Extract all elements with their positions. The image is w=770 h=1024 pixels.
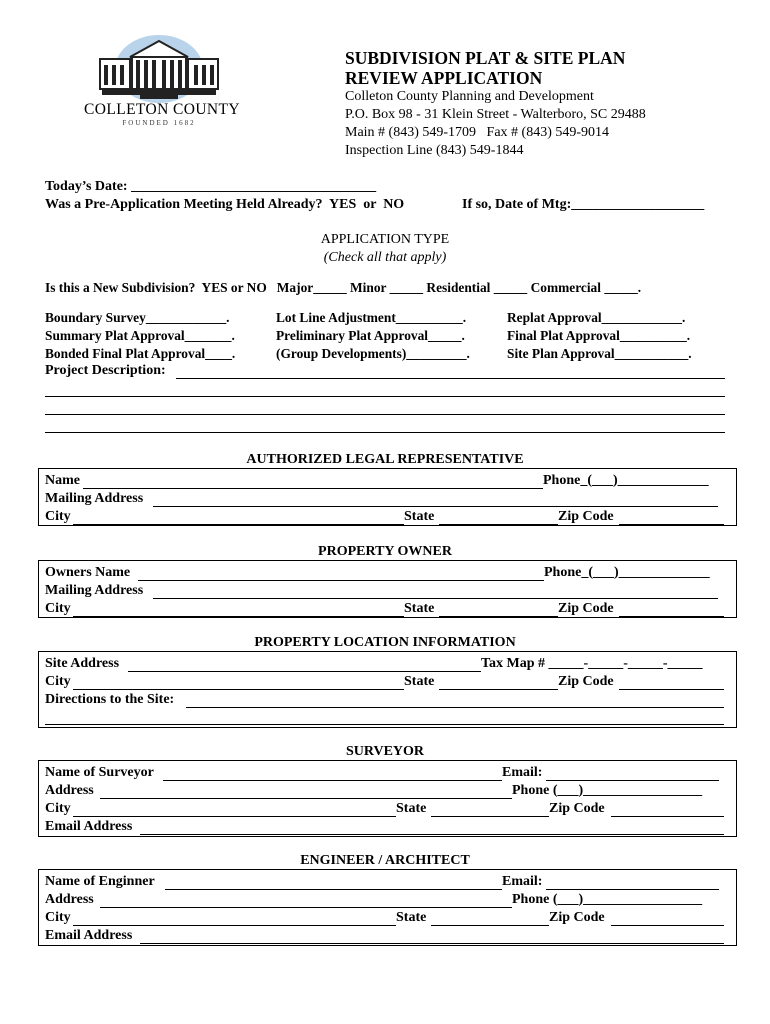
owner-state-label: State xyxy=(404,601,435,616)
meeting-date-field[interactable]: If so, Date of Mtg:___________________ xyxy=(462,197,705,212)
location-heading: PROPERTY LOCATION INFORMATION xyxy=(254,635,516,650)
surveyor-email-address-label: Email Address xyxy=(45,819,133,834)
directions-label: Directions to the Site: xyxy=(45,692,175,707)
application-type-subheading: (Check all that apply) xyxy=(323,250,447,265)
project-description-line-4[interactable] xyxy=(45,432,725,433)
surveyor-email-address-field[interactable] xyxy=(140,834,724,835)
engineer-address-field[interactable] xyxy=(100,907,512,908)
representative-heading: AUTHORIZED LEGAL REPRESENTATIVE xyxy=(246,452,524,467)
surveyor-zip-field[interactable] xyxy=(611,816,724,817)
project-description-line-1[interactable] xyxy=(176,378,725,379)
logo-founded: FOUNDED 1682 xyxy=(122,119,196,127)
rep-state-field[interactable] xyxy=(439,524,558,525)
owner-zip-field[interactable] xyxy=(619,616,724,617)
project-description-label: Project Description: xyxy=(45,363,166,378)
rep-state-label: State xyxy=(404,509,435,524)
rep-city-label: City xyxy=(45,509,71,524)
engineer-city-field[interactable] xyxy=(73,925,396,926)
application-type-heading: APPLICATION TYPE xyxy=(320,232,450,247)
replat-option[interactable]: Replat Approval____________. xyxy=(507,310,686,325)
rep-mailing-label: Mailing Address xyxy=(45,491,144,506)
location-city-label: City xyxy=(45,674,71,689)
rep-name-field[interactable] xyxy=(83,488,543,489)
surveyor-email-field[interactable] xyxy=(546,780,719,781)
logo-county-name: COLLETON COUNTY xyxy=(84,101,240,118)
inspection-line: Inspection Line (843) 549-1844 xyxy=(345,143,524,158)
surveyor-address-field[interactable] xyxy=(100,798,512,799)
rep-zip-field[interactable] xyxy=(619,524,724,525)
location-city-field[interactable] xyxy=(73,689,404,690)
rep-city-field[interactable] xyxy=(73,524,404,525)
owner-name-field[interactable] xyxy=(138,580,544,581)
surveyor-state-label: State xyxy=(396,801,427,816)
project-description-line-2[interactable] xyxy=(45,396,725,397)
surveyor-heading: SURVEYOR xyxy=(345,744,425,759)
surveyor-email-label: Email: xyxy=(502,765,543,780)
department-address: P.O. Box 98 - 31 Klein Street - Walterboro, SC 29488 xyxy=(345,107,646,122)
directions-field-line-2[interactable] xyxy=(45,724,724,725)
site-plan-option[interactable]: Site Plan Approval___________. xyxy=(507,346,692,361)
preliminary-plat-option[interactable]: Preliminary Plat Approval_____. xyxy=(276,328,465,343)
tax-map-field[interactable]: Tax Map # _____-_____-_____-_____ xyxy=(481,656,703,671)
owner-heading: PROPERTY OWNER xyxy=(318,544,452,559)
site-address-label: Site Address xyxy=(45,656,120,671)
rep-phone-field[interactable]: Phone_(___)_____________ xyxy=(543,473,709,488)
bonded-final-plat-option[interactable]: Bonded Final Plat Approval____. xyxy=(45,346,236,361)
location-state-field[interactable] xyxy=(439,689,558,690)
engineer-state-field[interactable] xyxy=(431,925,549,926)
form-title-line2: REVIEW APPLICATION xyxy=(345,68,543,88)
site-address-field[interactable] xyxy=(128,671,481,672)
engineer-phone-field[interactable]: Phone (___)_________________ xyxy=(512,892,703,907)
form-title-line1: SUBDIVISION PLAT & SITE PLAN xyxy=(345,48,626,68)
new-subdivision-question[interactable]: Is this a New Subdivision? YES or NO Major_____ Minor _____ Residential _____ Commercial _____. xyxy=(45,280,642,295)
owner-mailing-field[interactable] xyxy=(153,598,718,599)
surveyor-phone-field[interactable]: Phone (___)_________________ xyxy=(512,783,703,798)
rep-mailing-field[interactable] xyxy=(153,506,718,507)
boundary-survey-option[interactable]: Boundary Survey____________. xyxy=(45,310,230,325)
engineer-email-label: Email: xyxy=(502,874,543,889)
colleton-county-logo xyxy=(80,33,238,133)
project-description-line-3[interactable] xyxy=(45,414,725,415)
engineer-address-label: Address xyxy=(45,892,94,907)
owner-city-label: City xyxy=(45,601,71,616)
owner-state-field[interactable] xyxy=(439,616,558,617)
group-developments-option[interactable]: (Group Developments)_________. xyxy=(276,346,470,361)
engineer-name-label: Name of Enginner xyxy=(45,874,155,889)
summary-plat-option[interactable]: Summary Plat Approval_______. xyxy=(45,328,235,343)
owner-mailing-label: Mailing Address xyxy=(45,583,144,598)
department-phones: Main # (843) 549-1709 Fax # (843) 549-9014 xyxy=(345,125,610,140)
surveyor-name-field[interactable] xyxy=(163,780,502,781)
engineer-email-address-field[interactable] xyxy=(140,943,724,944)
engineer-heading: ENGINEER / ARCHITECT xyxy=(300,853,470,868)
owner-name-label: Owners Name xyxy=(45,565,131,580)
owner-city-field[interactable] xyxy=(73,616,404,617)
engineer-email-address-label: Email Address xyxy=(45,928,133,943)
final-plat-option[interactable]: Final Plat Approval__________. xyxy=(507,328,691,343)
engineer-name-field[interactable] xyxy=(165,889,502,890)
location-zip-field[interactable] xyxy=(619,689,724,690)
rep-name-label: Name xyxy=(45,473,80,488)
directions-field-line-1[interactable] xyxy=(186,707,724,708)
surveyor-state-field[interactable] xyxy=(431,816,549,817)
preapp-meeting-question[interactable]: Was a Pre-Application Meeting Held Already? YES or NO xyxy=(45,197,405,212)
surveyor-name-label: Name of Surveyor xyxy=(45,765,154,780)
engineer-zip-field[interactable] xyxy=(611,925,724,926)
surveyor-address-label: Address xyxy=(45,783,94,798)
surveyor-zip-label: Zip Code xyxy=(549,801,605,816)
department-name: Colleton County Planning and Development xyxy=(345,89,594,104)
surveyor-city-label: City xyxy=(45,801,71,816)
engineer-city-label: City xyxy=(45,910,71,925)
engineer-email-field[interactable] xyxy=(546,889,719,890)
engineer-state-label: State xyxy=(396,910,427,925)
owner-phone-field[interactable]: Phone_(___)_____________ xyxy=(544,565,710,580)
todays-date-field[interactable]: Today’s Date: ___________________________________ xyxy=(45,179,377,194)
owner-zip-label: Zip Code xyxy=(558,601,614,616)
surveyor-city-field[interactable] xyxy=(73,816,396,817)
engineer-zip-label: Zip Code xyxy=(549,910,605,925)
location-zip-label: Zip Code xyxy=(558,674,614,689)
lot-line-adjustment-option[interactable]: Lot Line Adjustment__________. xyxy=(276,310,467,325)
rep-zip-label: Zip Code xyxy=(558,509,614,524)
location-state-label: State xyxy=(404,674,435,689)
